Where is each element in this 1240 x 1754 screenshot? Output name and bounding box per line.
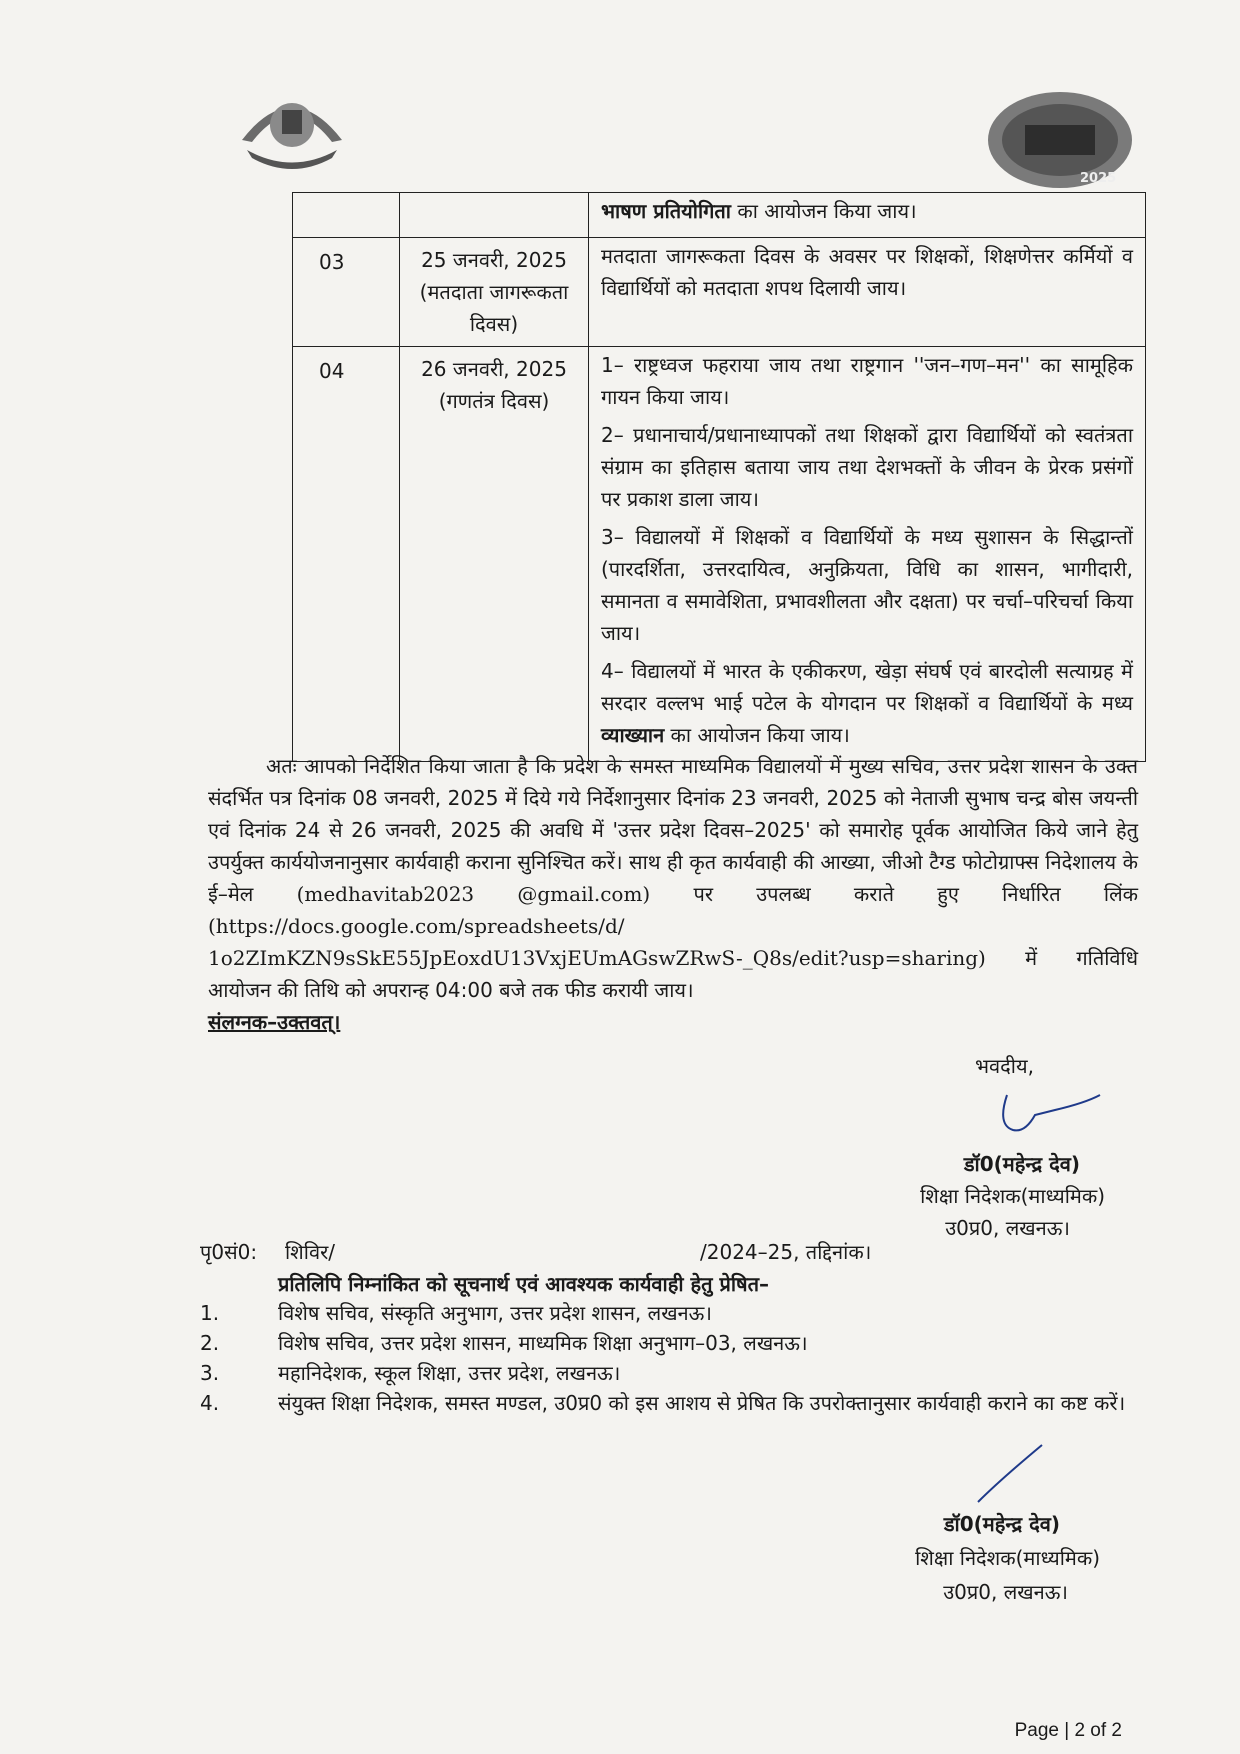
signature-mark	[995, 1085, 1105, 1145]
table-row	[293, 238, 1146, 347]
right-up-diwas-logo	[985, 90, 1135, 190]
instruction-paragraph: अतः आपको निर्देशित किया जाता है कि प्रदेश के समस्त माध्यमिक विद्यालयों में मुख्य सचिव, उत्तर प्रदेश शासन के उक्त संदर्भित पत्र दिनांक 08 जनवरी, 2025 में दिये गये निर्देशानुसार दिनांक 23 जनवरी, 2025 को नेताजी सुभाष चन्द्र बोस जयन्ती एवं दिनांक 24 से 26 जनवरी, 2025 की अवधि में 'उत्तर प्रदेश दिवस–2025' को समारोह पूर्वक आयोजित किये जाने हेतु उपर्युक्त कार्ययोजनानुसार कार्यवाही कराना सुनिश्चित करें। साथ ही कृत कार्यवाही की आख्या, जीओ टैग्ड फोटोग्राफ्स निदेशालय के ई–मेल (medhavitab2023 @gmail.com) पर उपलब्ध कराते हुए निर्धारित लिंक (https://docs.google.com/spreadsheets/d/ 1o2ZImKZN9sSkE55JpEoxdU13VxjEUmAGswZRwS-_Q8s/edit?usp=sharing) में गतिविधि आयोजन की तिथि को अपरान्ह 04:00 बजे तक फीड करायी जाय।	[208, 754, 1139, 1002]
email-address: (medhavitab2023 @gmail.com)	[296, 882, 651, 906]
signatory-name: डॉ0(महेन्द्र देव)	[963, 1152, 1080, 1176]
signatory-designation: शिक्षा निदेशक(माध्यमिक)	[915, 1546, 1100, 1570]
row-number	[293, 193, 400, 238]
signature-mark	[970, 1440, 1050, 1510]
reference-value: शिविर/	[285, 1240, 335, 1264]
activity-table	[292, 192, 1146, 762]
list-item: 4. संयुक्त शिक्षा निदेशक, समस्त मण्डल, उ0प्र0 को इस आशय से प्रेषित कि उपरोक्तानुसार कार्यवाही कराने का कष्ट करें।	[200, 1391, 1126, 1415]
table-row	[293, 347, 1146, 762]
row-number: 03	[293, 238, 400, 347]
row-date: 25 जनवरी, 2025 (मतदाता जागरूकता दिवस)	[400, 238, 589, 347]
closing: भवदीय,	[975, 1054, 1034, 1078]
page-number: Page | 2 of 2	[1014, 1720, 1122, 1741]
row-activity: मतदाता जागरूकता दिवस के अवसर पर शिक्षकों, शिक्षणेत्तर कर्मियों व विद्यार्थियों को मतदाता शपथ दिलायी जाय।	[589, 238, 1146, 347]
row-date	[400, 193, 589, 238]
reference-label: पृ0सं0:	[200, 1240, 258, 1264]
sheet-link[interactable]: (https://docs.google.com/spreadsheets/d/ 1o2ZImKZN9sSkE55JpEoxdU13VxjEUmAGswZRwS-_Q8s/edit?usp=sharing)	[208, 914, 986, 970]
copy-list	[200, 1298, 1140, 1418]
row-number: 04	[293, 347, 400, 762]
signatory-place: उ0प्र0, लखनऊ।	[943, 1580, 1068, 1604]
copy-heading: प्रतिलिपि निम्नांकित को सूचनार्थ एवं आवश्यक कार्यवाही हेतु प्रेषित–	[278, 1272, 769, 1296]
row-activity: भाषण प्रतियोगिता का आयोजन किया जाय।	[589, 193, 1146, 238]
list-item: 3. महानिदेशक, स्कूल शिक्षा, उत्तर प्रदेश, लखनऊ।	[200, 1361, 621, 1385]
reference-date: /2024–25, तद्दिनांक।	[700, 1240, 872, 1264]
list-item: 2. विशेष सचिव, उत्तर प्रदेश शासन, माध्यमिक शिक्षा अनुभाग–03, लखनऊ।	[200, 1331, 808, 1355]
signatory-designation: शिक्षा निदेशक(माध्यमिक)	[920, 1184, 1105, 1208]
row-date: 26 जनवरी, 2025 (गणतंत्र दिवस)	[400, 347, 589, 762]
enclosure-note: संलग्नक–उक्तवत्।	[208, 1010, 341, 1034]
left-emblem-logo	[232, 80, 352, 175]
row-activity: 1– राष्ट्रध्वज फहराया जाय तथा राष्ट्रगान ''जन–गण–मन'' का सामूहिक गायन किया जाय। 2– प्रधानाचार्य/प्रधानाध्यापकों तथा शिक्षकों द्वारा विद्यार्थियों को स्वतंत्रता संग्राम का इतिहास बताया जाय तथा देशभक्तों के जीवन के प्रेरक प्रसंगों पर प्रकाश डाला जाय। 3– विद्यालयों में शिक्षकों व विद्यार्थियों के मध्य सुशासन के सिद्धान्तों (पारदर्शिता, उत्तरदायित्व, अनुक्रियता, विधि का शासन, भागीदारी, समानता व समावेशिता, प्रभावशीलता और दक्षता) पर चर्चा–परिचर्चा किया जाय। 4– विद्यालयों में भारत के एकीकरण, खेड़ा संघर्ष एवं बारदोली सत्याग्रह में सरदार वल्लभ भाई पटेल के योगदान पर शिक्षकों व विद्यार्थियों के मध्य व्याख्यान का आयोजन किया जाय।	[589, 347, 1146, 762]
signatory-name: डॉ0(महेन्द्र देव)	[943, 1512, 1060, 1536]
table-row	[293, 193, 1146, 238]
logo-year: 2025	[1080, 171, 1117, 186]
signatory-place: उ0प्र0, लखनऊ।	[945, 1216, 1070, 1240]
list-item: 1. विशेष सचिव, संस्कृति अनुभाग, उत्तर प्रदेश शासन, लखनऊ।	[200, 1301, 712, 1325]
